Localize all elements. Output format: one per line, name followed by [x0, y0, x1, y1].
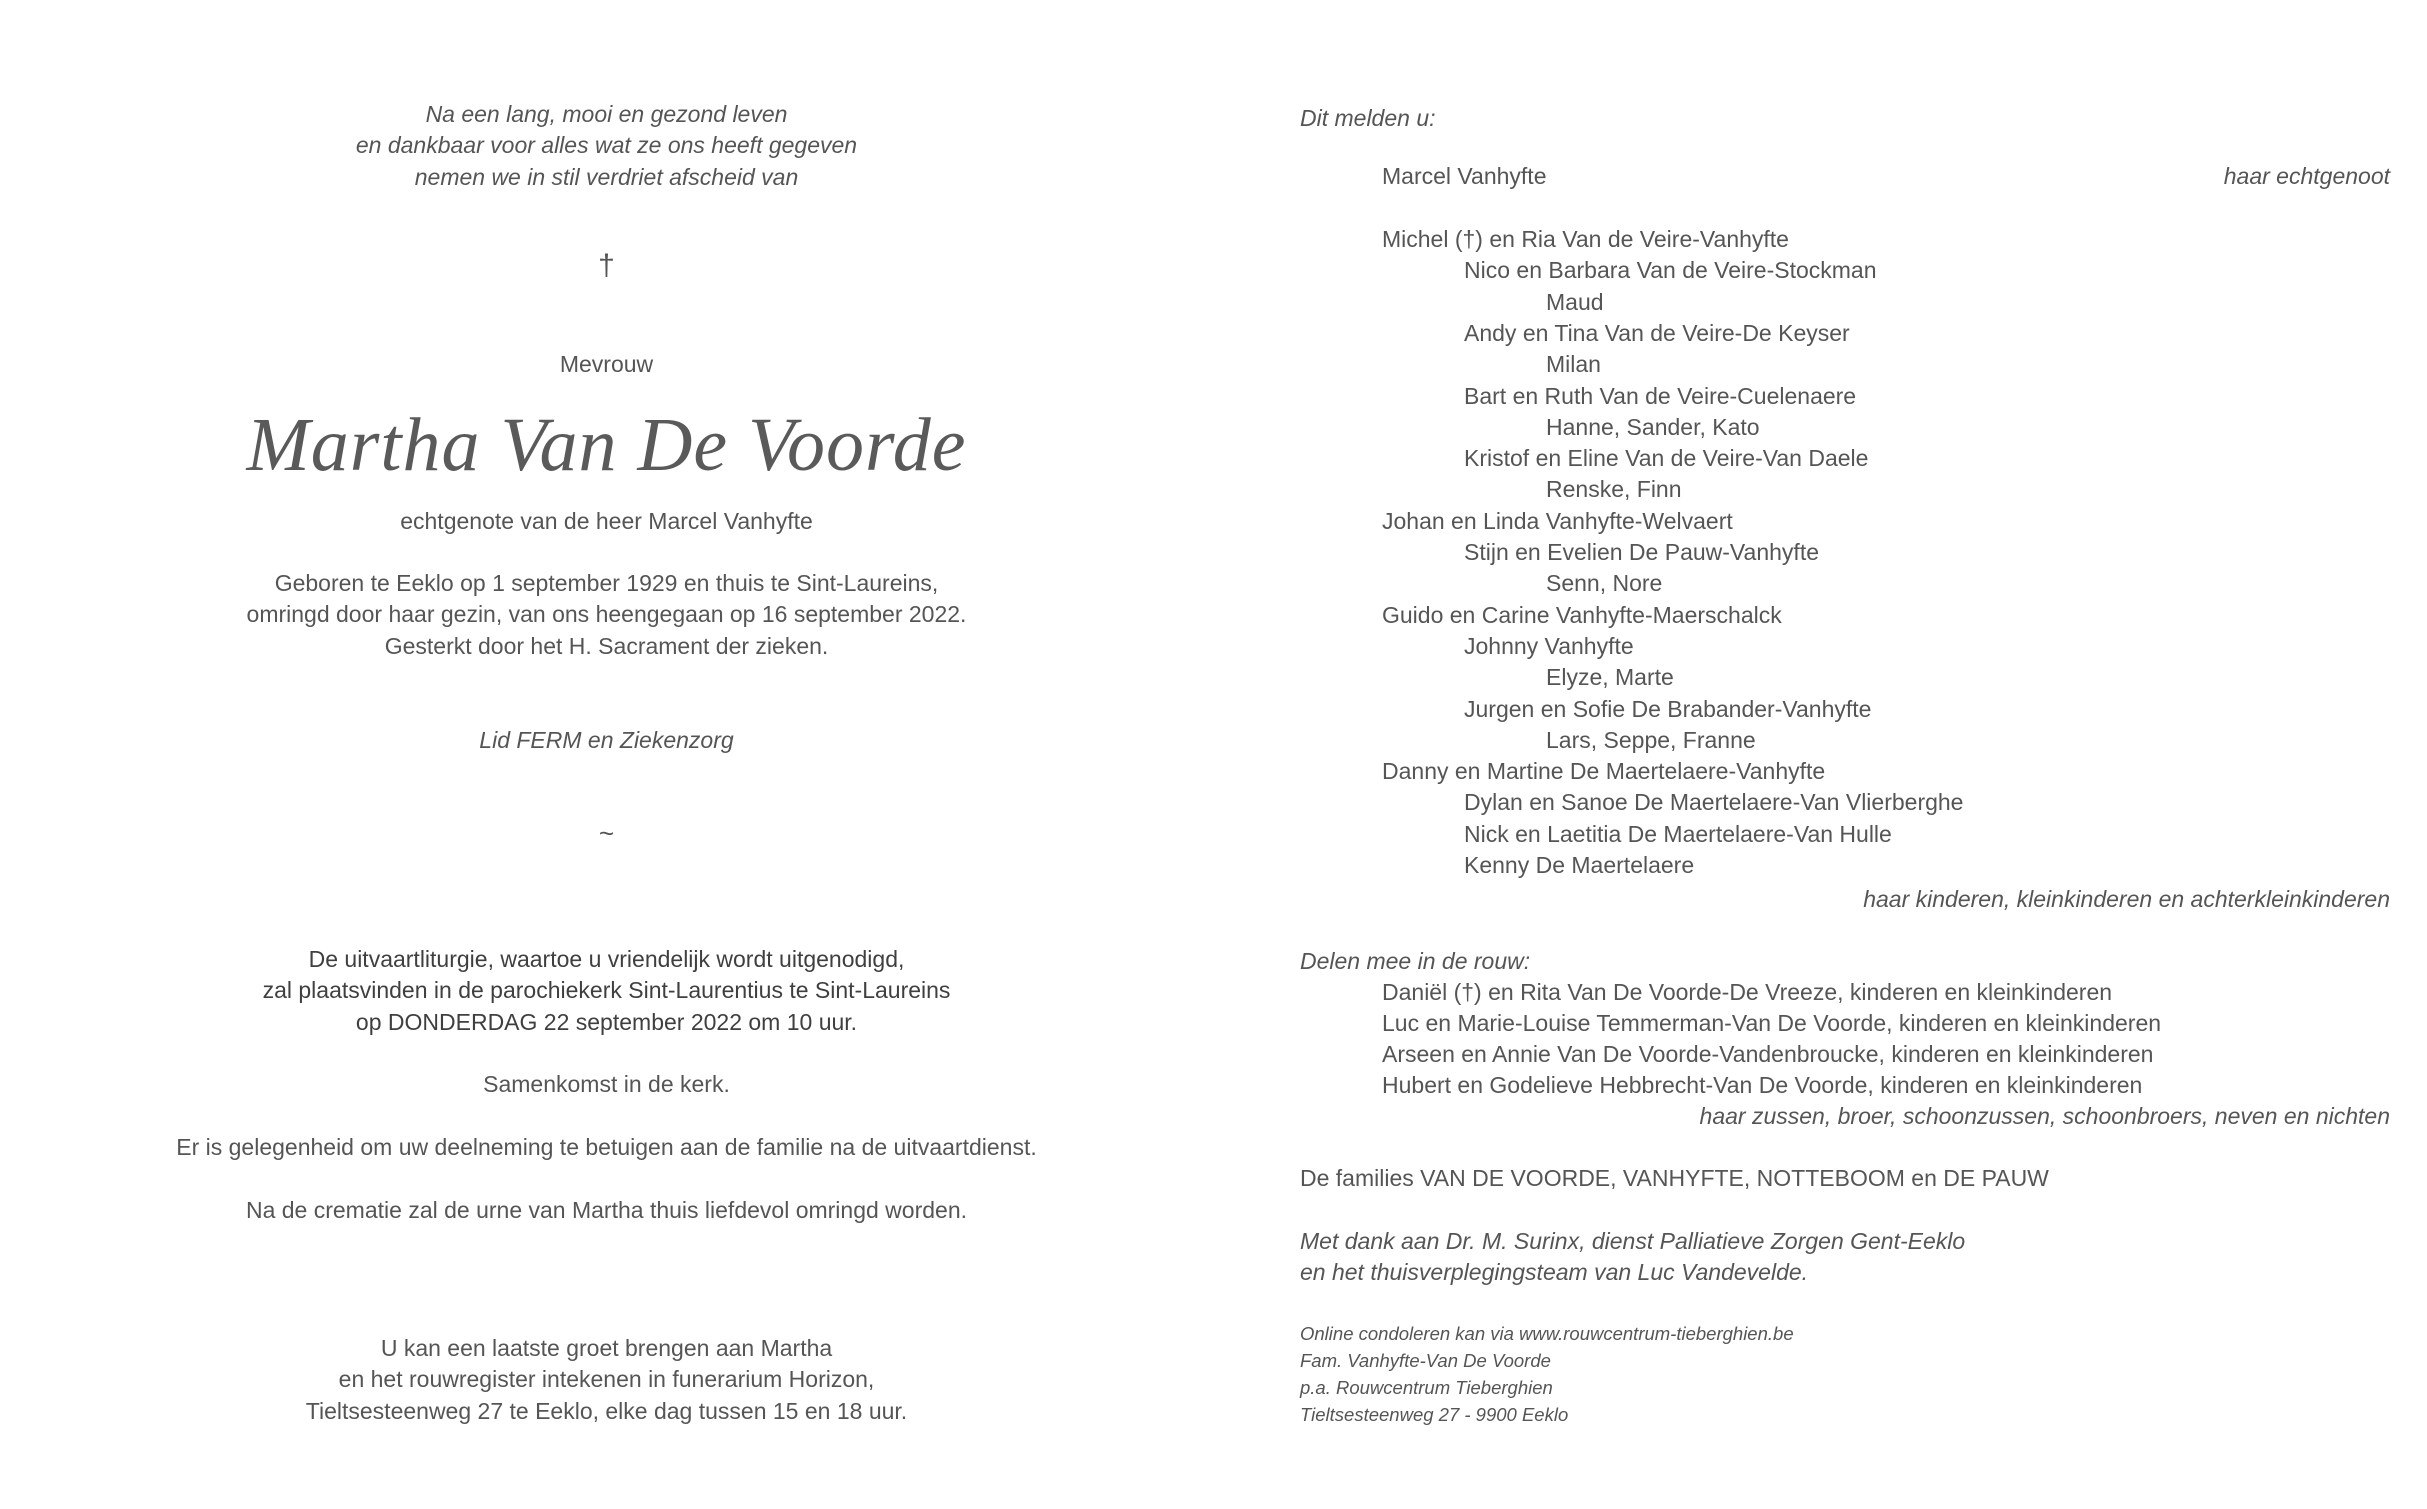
- birth-line: Gesterkt door het H. Sacrament der zieken.: [384, 632, 829, 659]
- visit-line: en het rouwregister intekenen in funerarium Horizon,: [338, 1366, 875, 1393]
- service-line: De uitvaartliturgie, waartoe u vriendelijk wordt uitgenodigd,: [308, 946, 905, 972]
- footer-line: p.a. Rouwcentrum Tieberghien: [1300, 1377, 1553, 1398]
- thanks-line: Met dank aan Dr. M. Surinx, dienst Palliatieve Zorgen Gent-Eeklo: [1300, 1228, 1966, 1254]
- birth-line: omringd door haar gezin, van ons heengegaan op 16 september 2022.: [246, 601, 967, 628]
- spouse-name: Marcel Vanhyfte: [1382, 163, 1547, 189]
- announce-label: Dit melden u:: [1300, 105, 1436, 131]
- family-member-line: Renske, Finn: [1546, 476, 1682, 503]
- intro-text: [0, 99, 1213, 193]
- visit-line: Tieltsesteenweg 27 te Eeklo, elke dag tussen 15 en 18 uur.: [305, 1397, 908, 1424]
- family-member-line: Michel (†) en Ria Van de Veire-Vanhyfte: [1382, 226, 1789, 252]
- urn-text: Na de crematie zal de urne van Martha thuis liefdevol omringd worden.: [245, 1197, 968, 1223]
- tilde-divider: ~: [598, 818, 615, 848]
- family-member-line: Johan en Linda Vanhyfte-Welvaert: [1382, 507, 1733, 534]
- family-member-line: Kristof en Eline Van de Veire-Van Daele: [1464, 445, 1869, 472]
- family-member-line: Andy en Tina Van de Veire-De Keyser: [1464, 319, 1850, 346]
- family-member-line: Senn, Nore: [1546, 570, 1663, 597]
- visit-text: [0, 1333, 1213, 1427]
- family-member-line: Dylan en Sanoe De Maertelaere-Van Vlierberghe: [1464, 789, 1964, 816]
- relative-line: Arseen en Annie Van De Voorde-Vandenbroucke, kinderen en kleinkinderen: [1382, 1041, 2154, 1067]
- family-member-line: Kenny De Maertelaere: [1464, 852, 1695, 878]
- service-line: zal plaatsvinden in de parochiekerk Sint-Laurentius te Sint-Laureins: [262, 977, 951, 1004]
- family-member-line: Lars, Seppe, Franne: [1546, 726, 1756, 753]
- family-member-line: Nick en Laetitia De Maertelaere-Van Hulle: [1464, 820, 1892, 847]
- condolence-text: Er is gelegenheid om uw deelneming te betuigen aan de familie na de uitvaartdienst.: [176, 1134, 1037, 1160]
- cross-icon: †: [598, 249, 615, 282]
- relative-line: Luc en Marie-Louise Temmerman-Van De Voorde, kinderen en kleinkinderen: [1382, 1010, 2162, 1036]
- footer-line: Tieltsesteenweg 27 - 9900 Eeklo: [1300, 1404, 1569, 1425]
- relative-line: Hubert en Godelieve Hebbrecht-Van De Voorde, kinderen en kleinkinderen: [1382, 1072, 2143, 1098]
- footer-line: Fam. Vanhyfte-Van De Voorde: [1300, 1350, 1551, 1371]
- family-member-line: Elyze, Marte: [1546, 664, 1674, 691]
- service-text: [0, 944, 1213, 1038]
- intro-line: nemen we in stil verdriet afscheid van: [414, 163, 799, 190]
- family-member-line: Milan: [1546, 351, 1601, 378]
- birth-line: Geboren te Eeklo op 1 september 1929 en thuis te Sint-Laureins,: [274, 570, 939, 596]
- intro-line: Na een lang, mooi en gezond leven: [425, 101, 788, 127]
- family-member-line: Guido en Carine Vanhyfte-Maerschalck: [1382, 601, 1782, 628]
- birth-text: [0, 568, 1213, 662]
- family-member-line: Nico en Barbara Van de Veire-Stockman: [1464, 257, 1877, 284]
- families-line: De families VAN DE VOORDE, VANHYFTE, NOTTEBOOM en DE PAUW: [1300, 1165, 2049, 1191]
- footer-line: Online condoleren kan via www.rouwcentrum-tieberghien.be: [1300, 1323, 1794, 1344]
- thanks-line: en het thuisverplegingsteam van Luc Vandevelde.: [1300, 1259, 1809, 1285]
- membership: Lid FERM en Ziekenzorg: [479, 727, 734, 753]
- relatives-role: haar zussen, broer, schoonzussen, schoonbroers, neven en nichten: [1699, 1103, 2390, 1129]
- family-member-line: Hanne, Sander, Kato: [1546, 413, 1760, 440]
- family-member-line: Maud: [1546, 288, 1604, 315]
- spouse-role: haar echtgenoot: [2223, 163, 2390, 189]
- spouse-line: echtgenote van de heer Marcel Vanhyfte: [400, 508, 813, 534]
- share-label: Delen mee in de rouw:: [1300, 948, 1531, 974]
- deceased-name: Martha Van De Voorde: [246, 403, 967, 487]
- visit-line: U kan een laatste groet brengen aan Martha: [380, 1335, 833, 1361]
- family-member-line: Danny en Martine De Maertelaere-Vanhyfte: [1382, 758, 1826, 785]
- relative-line: Daniël (†) en Rita Van De Voorde-De Vreeze, kinderen en kleinkinderen: [1382, 979, 2113, 1005]
- family-member-line: Johnny Vanhyfte: [1464, 632, 1634, 659]
- family-role: haar kinderen, kleinkinderen en achterkleinkinderen: [1863, 886, 2390, 912]
- honorific: Mevrouw: [559, 351, 654, 377]
- family-member-line: Jurgen en Sofie De Brabander-Vanhyfte: [1464, 695, 1872, 722]
- family-member-line: Bart en Ruth Van de Veire-Cuelenaere: [1464, 382, 1857, 409]
- gathering-text: Samenkomst in de kerk.: [483, 1071, 730, 1097]
- family-member-line: Stijn en Evelien De Pauw-Vanhyfte: [1464, 539, 1819, 565]
- service-line: op DONDERDAG 22 september 2022 om 10 uur.: [355, 1008, 858, 1035]
- intro-line: en dankbaar voor alles wat ze ons heeft gegeven: [355, 132, 858, 159]
